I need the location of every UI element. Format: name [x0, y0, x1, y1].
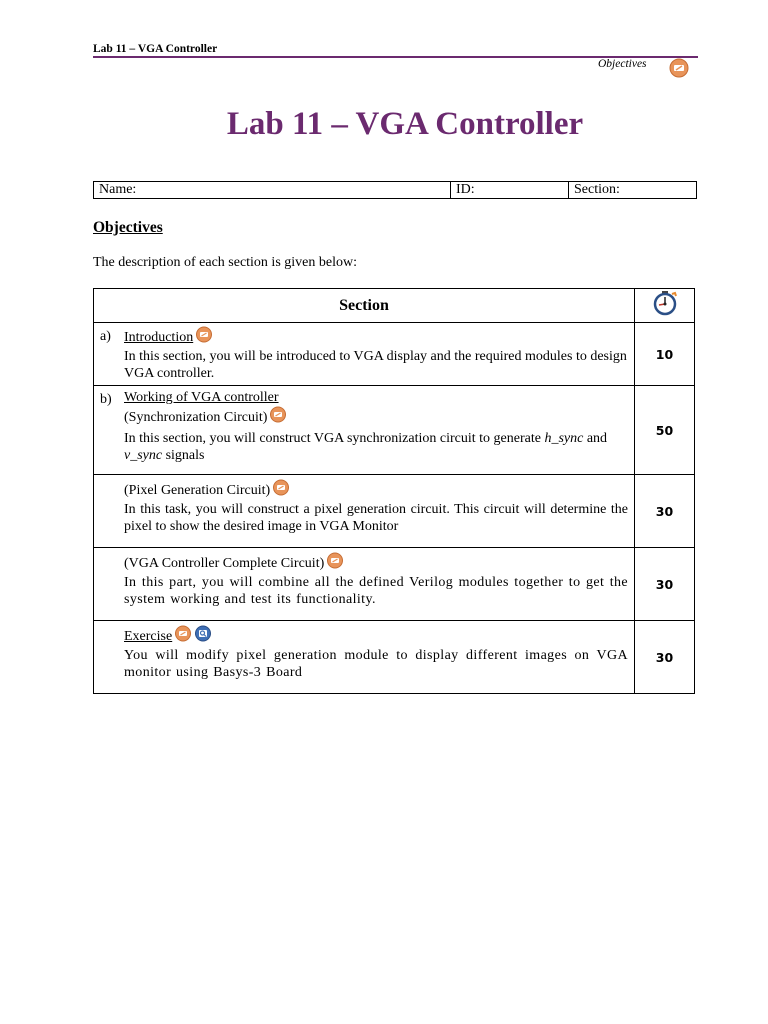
row-points: 10	[635, 323, 695, 386]
row-points: 30	[635, 621, 695, 694]
objectives-heading: Objectives	[93, 219, 163, 236]
page-title: Lab 11 – VGA Controller	[226, 106, 584, 142]
row-letter: b)	[100, 392, 112, 407]
row-points: 50	[635, 386, 695, 475]
row-subtitle: (Pixel Generation Circuit)	[124, 483, 271, 498]
orange-badge-icon	[668, 58, 690, 83]
section-field: Section:	[569, 182, 697, 199]
blue-magnifier-icon	[194, 625, 212, 647]
objectives-intro: The description of each section is given below:	[93, 255, 357, 270]
description-text: signals	[162, 448, 205, 463]
student-info-table	[93, 181, 697, 199]
signal-name: h_sync	[544, 431, 584, 446]
stopwatch-icon	[651, 305, 679, 320]
row-title: Working of VGA controller	[124, 390, 279, 405]
signal-name: v_sync	[124, 448, 163, 463]
orange-badge-icon	[195, 326, 213, 348]
row-title: Exercise	[124, 629, 173, 644]
table-row	[94, 475, 695, 548]
description-text: and	[583, 431, 608, 446]
description-text: In this section, you will construct VGA synchronization circuit to generate	[124, 431, 545, 446]
orange-badge-icon	[272, 479, 290, 501]
row-title: Introduction	[124, 330, 194, 345]
sections-table	[93, 288, 695, 694]
running-header-title: Lab 11 – VGA Controller	[93, 43, 218, 55]
table-row	[94, 621, 695, 694]
orange-badge-icon	[326, 552, 344, 574]
row-description	[124, 430, 628, 464]
name-field: Name:	[94, 182, 451, 199]
row-subtitle: (Synchronization Circuit)	[124, 410, 268, 425]
row-description: In this part, you will combine all the defined Verilog modules together to get the system working and test its functionality.	[124, 575, 628, 607]
table-header-row	[94, 289, 695, 323]
row-letter: a)	[100, 329, 111, 344]
table-row	[94, 323, 695, 386]
row-points: 30	[635, 548, 695, 621]
id-field: ID:	[451, 182, 569, 199]
row-description: You will modify pixel generation module to display different images on VGA monitor using Basys-3 Board	[124, 648, 628, 680]
orange-badge-icon	[174, 625, 192, 647]
row-description: In this section, you will be introduced to VGA display and the required modules to design VGA controller.	[124, 349, 627, 381]
table-row	[94, 548, 695, 621]
section-column-header: Section	[94, 289, 635, 323]
time-column-header	[635, 289, 695, 323]
header-section-marker: Objectives	[598, 58, 647, 70]
row-description: In this task, you will construct a pixel generation circuit. This circuit will determine the pixel to show the desired image in VGA Monitor	[124, 502, 628, 534]
table-row	[94, 386, 695, 475]
orange-badge-icon	[269, 406, 287, 428]
row-points: 30	[635, 475, 695, 548]
row-subtitle: (VGA Controller Complete Circuit)	[124, 556, 325, 571]
